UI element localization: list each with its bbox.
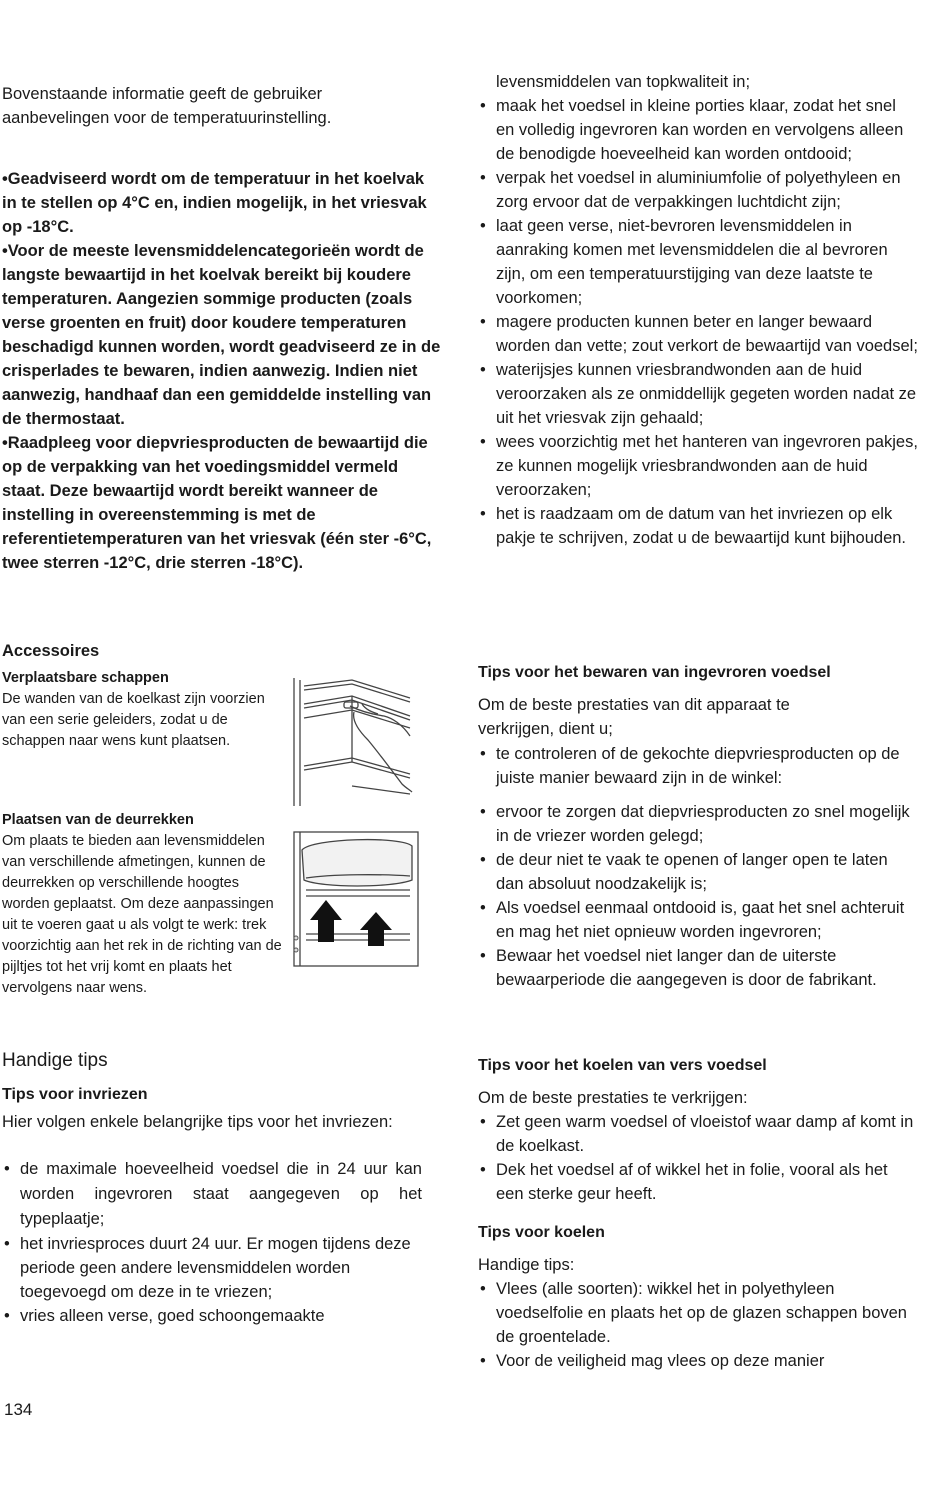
list-item: • laat geen verse, niet-bevroren levensmiddelen in aanraking komen met levensmiddelen die al bevroren zijn, om een temperatuurstijging van deze laatste te voorkomen; [478,214,918,310]
door-rack-illustration [292,830,422,968]
cooling-tips-heading: Tips voor koelen [478,1224,605,1241]
list-item: • ervoor te zorgen dat diepvriesproducten zo snel mogelijk in de vriezer worden gelegd; [478,800,918,848]
continued-line: levensmiddelen van topkwaliteit in; [496,73,751,91]
door-racks-heading: Plaatsen van de deurrekken [2,812,194,828]
frozen-food-list-a [478,742,918,790]
list-item: • het invriesproces duurt 24 uur. Er mogen tijdens deze periode geen andere levensmiddelen worden toegevoegd om deze in te vriezen; [2,1232,422,1304]
list-item: • de deur niet te vaak te openen of langer open te laten dan absoluut noodzakelijk is; [478,848,918,896]
list-item: • waterijsjes kunnen vriesbrandwonden aan de huid veroorzaken als ze onmiddellijk gegeten worden nadat ze uit het vriesvak zijn gehaald; [478,358,918,430]
list-item: • te controleren of de gekochte diepvriesproducten op de juiste manier bewaard zijn in de winkel: [478,742,918,790]
list-item: • Voor de veiligheid mag vlees op deze manier [478,1349,918,1373]
list-item: • Vlees (alle soorten): wikkel het in polyethyleen voedselfolie en plaats het op de glazen schappen boven de groentelade. [478,1277,918,1349]
list-item: • Bewaar het voedsel niet langer dan de uiterste bewaarperiode die aangegeven is door de fabrikant. [478,944,918,992]
list-item: • vries alleen verse, goed schoongemaakte [2,1304,422,1328]
list-item: • het is raadzaam om de datum van het invriezen op elk pakje te schrijven, zodat u de bewaartijd kunt bijhouden. [478,502,918,550]
list-item: • verpak het voedsel in aluminiumfolie of polyethyleen en zorg ervoor dat de verpakkingen luchtdicht zijn; [478,166,918,214]
fresh-food-heading: Tips voor het koelen van vers voedsel [478,1057,767,1074]
freeze-tips-list-continued [478,94,918,550]
advice-point: •Geadviseerd wordt om de temperatuur in het koelvak in te stellen op 4°C en, indien mogelijk, in het vriesvak op -18°C. [2,170,427,236]
intro-text: Bovenstaande informatie geeft de gebruiker aanbevelingen voor de temperatuurinstelling. [2,85,332,127]
list-item: • wees voorzichtig met het hanteren van ingevroren pakjes, ze kunnen mogelijk vriesbrandwonden aan de huid veroorzaken; [478,430,918,502]
page-number: 134 [4,1400,33,1419]
advice-point: •Raadpleeg voor diepvriesproducten de bewaartijd die op de verpakking van het voedingsmiddel vermeld staat. Deze bewaartijd wordt bereikt wanneer de instelling in overeenstemming is met de referentietemperaturen van het vriesvak (één ster -6°C, twee sterren -12°C, drie sterren -18°C). [2,434,432,572]
shelves-heading: Verplaatsbare schappen [2,670,169,686]
freeze-intro: Hier volgen enkele belangrijke tips voor het invriezen: [2,1113,393,1131]
door-racks-text: Om plaats te bieden aan levensmiddelen van verschillende afmetingen, kunnen de deurrekken op verschillende hoogtes worden geplaatst. Om deze aanpassingen uit te voeren gaat u als volgt te werk: trek voorzichtig aan het rek in de richting van de pijltjes tot het vrij komt en plaats het vervolgens naar wens. [2,833,282,996]
list-item: • de maximale hoeveelheid voedsel die in 24 uur kan worden ingevroren staat aangegeven op het typeplaatje; [2,1157,422,1232]
fresh-food-list [478,1110,918,1206]
temperature-advice [2,167,442,575]
list-item: • Zet geen warm voedsel of vloeistof waar damp af komt in de koelkast. [478,1110,918,1158]
advice-point: •Voor de meeste levensmiddelencategorieën wordt de langste bewaartijd in het koelvak bereikt bij koudere temperaturen. Aangezien sommige producten (zoals verse groenten en fruit) door koudere temperaturen beschadigd kunnen worden, wordt geadviseerd ze in de crisperlades te bewaren, indien aanwezig. Indien niet aanwezig, handhaaf dan een gemiddelde instelling van de thermostaat. [2,242,441,428]
cooling-tips-list [478,1277,918,1373]
fresh-food-intro: Om de beste prestaties te verkrijgen: [478,1089,748,1107]
list-item: • Dek het voedsel af of wikkel het in folie, vooral als het een sterke geur heeft. [478,1158,918,1206]
list-item: • Als voedsel eenmaal ontdooid is, gaat het snel achteruit en mag het niet opnieuw worden ingevroren; [478,896,918,944]
list-item: • magere producten kunnen beter en langer bewaard worden dan vette; zout verkort de bewaartijd van voedsel; [478,310,918,358]
shelves-text: De wanden van de koelkast zijn voorzien van een serie geleiders, zodat u de schappen naar wens kunt plaatsen. [2,691,265,749]
cooling-tips-intro: Handige tips: [478,1256,575,1274]
handy-tips-heading: Handige tips [2,1050,108,1071]
frozen-food-list-b [478,800,918,992]
frozen-food-intro: Om de beste prestaties van dit apparaat te verkrijgen, dient u; [478,696,790,738]
freeze-tips-heading: Tips voor invriezen [2,1086,148,1103]
frozen-food-heading: Tips voor het bewaren van ingevroren voedsel [478,664,831,681]
freeze-tips-list [2,1157,422,1328]
shelf-illustration [292,676,414,808]
accessories-heading: Accessoires [2,642,100,660]
list-item: • maak het voedsel in kleine porties klaar, zodat het snel en volledig ingevroren kan worden en vervolgens alleen de benodigde hoeveelheid kan worden ontdooid; [478,94,918,166]
